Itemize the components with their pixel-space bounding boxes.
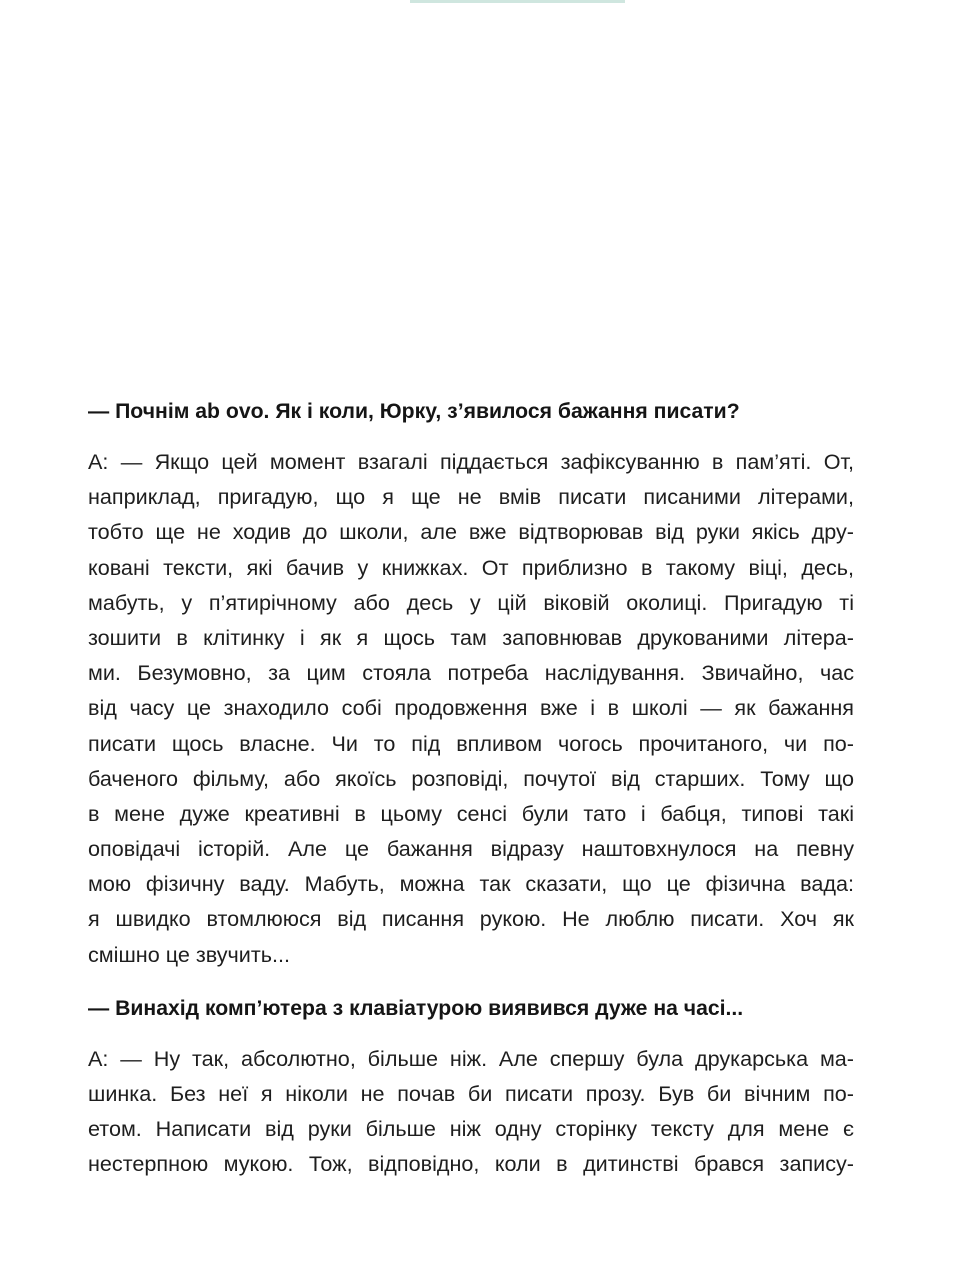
answer-1-line: тобто ще не ходив до школи, але вже відтворював від руки якісь дру- (88, 519, 854, 545)
answer-1-line-last: смішно це звучить... (88, 941, 290, 967)
top-edge-mark (410, 0, 625, 3)
interview-answer-2 (88, 1041, 854, 1182)
answer-2-line: шинка. Без неї я ніколи не почав би писати прозу. Був би вічним по- (88, 1081, 854, 1106)
answer-1-line: від часу це знаходило собі продовження вже і в школі — як бажання (88, 695, 854, 721)
answer-1-line: мою фізичну ваду. Мабуть, можна так сказати, що це фізична вада: (88, 871, 854, 897)
answer-1-line: я швидко втомлююся від писання рукою. Не люблю писати. Хоч як (88, 906, 854, 932)
answer-1-line: баченого фільму, або якоїсь розповіді, почутої від старших. Тому що (88, 765, 854, 791)
answer-1-line: А: — Якщо цей момент взагалі піддається зафіксуванню в пам’яті. От, (88, 449, 854, 474)
answer-1-line: зошити в клітинку і як я щось там заповнював друкованими літера- (88, 624, 854, 650)
answer-1-line: в мене дуже креативні в цьому сенсі були тато і бабця, типові такі (88, 800, 854, 826)
answer-2-line: А: — Ну так, абсолютно, більше ніж. Але спершу була друкарська ма- (88, 1045, 854, 1071)
answer-2-line: нестерпною мукою. Тож, відповідно, коли в дитинстві брався запису- (88, 1151, 854, 1177)
answer-2-line: етом. Написати від руки більше ніж одну сторінку тексту для мене є (88, 1116, 854, 1142)
interview-question-1: — Почнім ab ovo. Як і коли, Юрку, з’явилося бажання писати? (88, 400, 740, 423)
interview-answer-1 (88, 444, 854, 972)
interview-question-2: — Винахід комп’ютера з клавіатурою виявився дуже на часі... (88, 996, 744, 1020)
answer-1-line: ми. Безумовно, за цим стояла потреба наслідування. Звичайно, час (88, 660, 854, 686)
answer-1-line: оповідачі історій. Але це бажання відразу наштовхнулося на певну (88, 836, 854, 862)
answer-1-line: писати щось власне. Чи то під впливом чогось прочитаного, чи по- (88, 730, 854, 756)
answer-1-line: наприклад, пригадую, що я ще не вмів писати писаними літерами, (88, 484, 854, 510)
answer-1-line: ковані тексти, які бачив у книжках. От приблизно в такому віці, десь, (88, 554, 854, 580)
answer-1-line: мабуть, у п’ятирічному або десь у цій віковій околиці. Пригадую ті (88, 589, 854, 615)
interview-page (88, 395, 854, 1182)
